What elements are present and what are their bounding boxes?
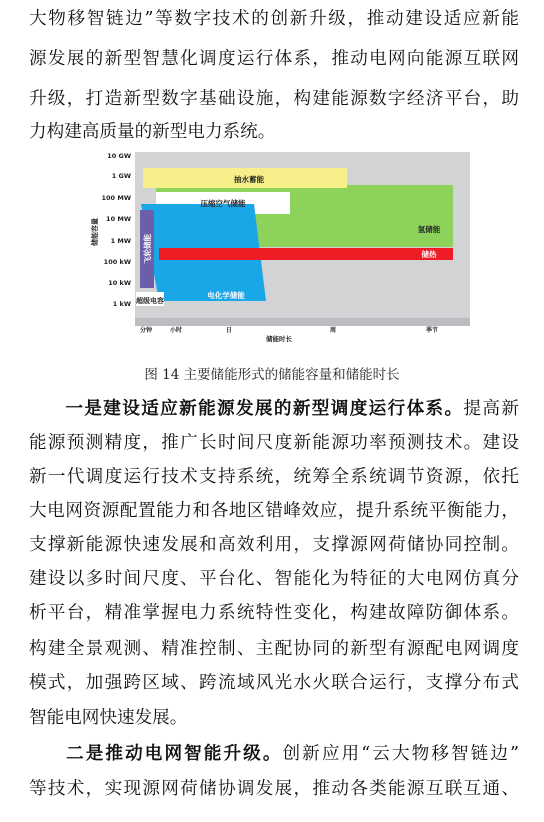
x-tick-label: 小时 bbox=[169, 327, 183, 334]
text-line: 大电网资源配置能力和各地区错峰效应，提升系统平衡能力， bbox=[29, 501, 519, 521]
text-line: 建设以多时间尺度、平台化、智能化为特征的大电网仿真分 bbox=[29, 569, 519, 589]
text-line: 新一代调度运行技术支持系统，统筹全系统调节资源，依托 bbox=[29, 467, 519, 487]
x-axis-strip bbox=[135, 318, 470, 326]
text-line: 智能电网快速发展。 bbox=[29, 708, 188, 728]
para1-heading: 一是建设适应新能源发展的新型调度运行体系。 bbox=[64, 399, 464, 419]
y-tick-label: 1 kW bbox=[112, 300, 131, 308]
text-line: 升级，打造新型数字基础设施，构建能源数字经济平台，助 bbox=[29, 89, 519, 109]
x-tick-label: 分钟 bbox=[139, 327, 153, 334]
y-tick-label: 10 kW bbox=[108, 279, 131, 287]
label-electrochemical: 电化学储能 bbox=[207, 291, 245, 300]
y-tick-labels bbox=[102, 152, 131, 308]
y-tick-label: 1 MW bbox=[110, 237, 131, 245]
y-tick-label: 10 GW bbox=[107, 152, 131, 160]
y-tick-label: 1 GW bbox=[111, 172, 131, 180]
label-supercapacitor: 超级电容 bbox=[136, 297, 164, 305]
text-line: 析平台，精准掌握电力系统特性变化，构建故障防御体系。 bbox=[29, 603, 519, 623]
para1-first-rest: 提高新 bbox=[463, 399, 519, 419]
text-line: 模式，加强跨区域、跨流域风光水火联合运行，支撑分布式 bbox=[29, 673, 519, 693]
storage-chart-svg bbox=[86, 152, 470, 342]
x-axis-title: 储能时长 bbox=[266, 335, 292, 342]
y-tick-label: 100 MW bbox=[101, 194, 131, 202]
text-line bbox=[29, 742, 519, 766]
para2-first-rest: 创新应用“云大物移智链边” bbox=[282, 744, 519, 764]
y-axis-title: 储能容量 bbox=[91, 218, 99, 246]
text-line: 大物移智链边”等数字技术的创新升级，推动建设适应新能 bbox=[29, 9, 519, 29]
para2-heading: 二是推动电网智能升级。 bbox=[64, 744, 283, 764]
x-tick-label: 周 bbox=[329, 327, 337, 334]
text-line: 等技术，实现源网荷储协调发展，推动各类能源互联互通、 bbox=[29, 779, 519, 799]
label-thermal: 储热 bbox=[421, 250, 437, 259]
x-tick-labels bbox=[139, 326, 438, 334]
text-line: 力构建高质量的新型电力系统。 bbox=[29, 122, 276, 142]
label-flywheel: 飞轮储能 bbox=[143, 234, 152, 264]
x-tick-label: 日 bbox=[225, 327, 233, 334]
label-pumped-hydro: 抽水蓄能 bbox=[234, 175, 264, 184]
y-tick-label: 10 MW bbox=[106, 215, 131, 223]
text-line bbox=[29, 397, 519, 421]
text-line: 源发展的新型智慧化调度运行体系，推动电网向能源互联网 bbox=[29, 49, 519, 69]
label-hydrogen: 氢储能 bbox=[417, 225, 441, 234]
y-tick-label: 100 kW bbox=[103, 258, 131, 266]
text-line: 支撑新能源快速发展和高效利用，支撑源网荷储协同控制。 bbox=[29, 535, 519, 555]
x-tick-label: 季节 bbox=[425, 327, 439, 334]
series-bar-thermal bbox=[159, 248, 453, 260]
label-compressed-air: 压缩空气储能 bbox=[200, 199, 246, 208]
figure-caption: 图 14 主要储能形式的储能容量和储能时长 bbox=[144, 367, 400, 383]
storage-chart bbox=[86, 152, 470, 342]
text-line: 能源预测精度，推广长时间尺度新能源功率预测技术。建设 bbox=[29, 433, 519, 453]
text-line: 构建全景观测、精准控制、主配协同的新型有源配电网调度 bbox=[29, 639, 519, 659]
